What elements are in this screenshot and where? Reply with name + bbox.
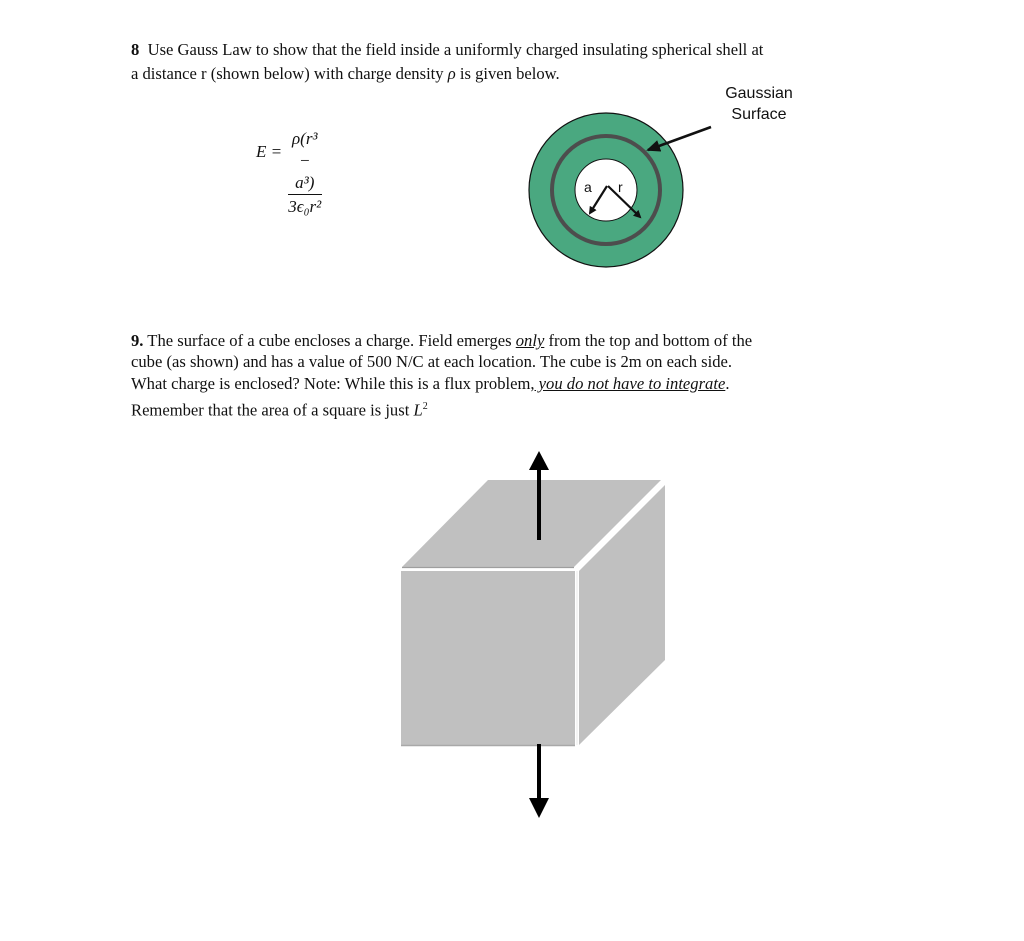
problem-8-text-1: Use Gauss Law to show that the field inside a uniformly charged insulating spherical shell at — [147, 40, 764, 59]
var-L: L — [413, 400, 423, 420]
problem-9-line-4 — [131, 397, 428, 421]
problem-9-text-4: Remember that the area of a square is just — [131, 400, 414, 420]
problem-9-number: 9. — [131, 331, 144, 350]
problem-9-line-1 — [131, 331, 752, 351]
problem-8-number: 8 — [131, 40, 140, 59]
label-line-2: Surface — [731, 106, 787, 123]
problem-8-text-2b: is given below. — [455, 64, 560, 83]
radius-a-label: a — [584, 179, 592, 195]
formula-denominator: 3ϵ₀r² — [288, 197, 322, 216]
formula-numerator: ρ(r³ − a³) — [288, 128, 322, 195]
cube-diagram — [401, 451, 665, 818]
problem-9-line-2 — [131, 352, 732, 372]
problem-9-text-1a: The surface of a cube encloses a charge. Field emerges — [143, 331, 516, 350]
top-arrow-head — [529, 451, 549, 470]
problem-9-line-3 — [131, 374, 729, 394]
cube-front-face — [401, 571, 575, 745]
emphasis-only: only — [515, 331, 545, 350]
formula-lhs: E = — [256, 142, 283, 161]
problem-9-text-3b: . — [725, 374, 730, 393]
exponent-2: 2 — [422, 401, 428, 412]
radius-r-label: r — [618, 179, 623, 195]
gaussian-surface-label — [711, 83, 807, 125]
problem-9-text-1b: from the top and bottom of the — [544, 331, 753, 350]
problem-9-text-2: cube (as shown) and has a value of 500 N/C at each location. The cube is 2m on each side. — [131, 352, 733, 371]
emphasis-no-integrate: you do not have to integrate — [534, 374, 726, 393]
rho-symbol: ρ — [447, 64, 456, 83]
bottom-arrow-head — [529, 798, 549, 818]
problem-9-text-3a: What charge is enclosed? Note: While this is a flux problem, — [131, 374, 535, 393]
problem-8-text-2a: a distance r (shown below) with charge density — [131, 64, 448, 83]
label-line-1: Gaussian — [725, 85, 793, 102]
